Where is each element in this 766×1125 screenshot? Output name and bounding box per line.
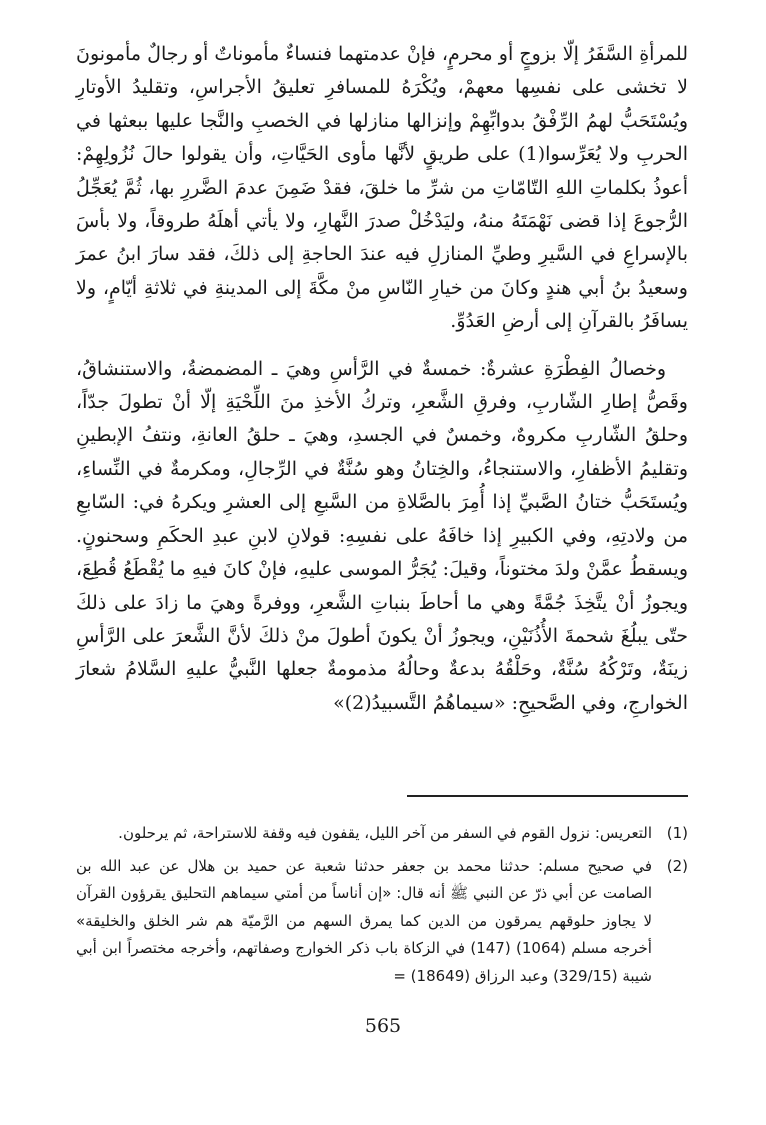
main-text [76, 38, 688, 720]
footnote-2 [76, 853, 688, 991]
footnotes [76, 820, 688, 995]
page-number: 565 [364, 1015, 402, 1037]
footnote-divider [407, 795, 688, 797]
footnote-text: في صحيح مسلم: حدثنا محمد بن جعفر حدثنا شعبة عن حميد بن هلال عن عبد الله بن الصامت عن أبي ذرّ عن النبي ﷺ أنه قال: «إن أناساً من أمتي سيماهم التحليق يقرؤون القرآن لا يجاوز حلوقهم يمرقون من الدين كما يمرق السهم من الرَّميّة هم شر الخلق والخليقة» أخرجه مسلم (1064) (147) في الزكاة باب ذكر الخوارج وصفاتهم، وأخرجه مختصراً ابن أبي شيبة (329/15) وعبد الرزاق (18649) = [76, 856, 652, 985]
paragraph-fitra: وخصالُ الفِطْرَةِ عشرةٌ: خمسةٌ في الرَّأسِ وهيَ ـ المضمضةُ، والاستنشاقُ، وقَصُّ إطارِ الشّاربِ، وفرقِ الشَّعرِ، وتركُ الأخذِ منَ اللِّحْيَةِ إلّا أنْ تطولَ جدّاً، وحلقُ الشّاربِ مكروهٌ، وخمسٌ في الجسدِ، وهيَ ـ حلقُ العانةِ، ونتفُ الإبطينِ وتقليمُ الأظفارِ، والاستنجاءُ، والخِتانُ وهو سُنَّةٌ في الرِّجالِ، ومكرمةٌ في النِّساءِ، ويُستَحَبُّ ختانُ الصَّبيِّ إذا أُمِرَ بالصَّلاةِ من السَّبعِ إلى العشرِ ويكرهُ في: السّابعِ من ولادتِهِ، وفي الكبيرِ إذا خافَهُ على نفسِهِ: قولانِ لابنِ عبدِ الحكَمِ وسحنونٍ. ويسقطُ عمَّنْ ولدَ مختوناً، وقيلَ: يُجَرُّ الموسى عليهِ، فإنْ كانَ فيهِ ما يُقْطَعُ قُطِعَ، ويجوزُ أنْ يتَّخِذَ جُمَّةً وهي ما أحاطَ بنباتِ الشَّعرِ، ووفرةً وهيَ ما زادَ على ذلكَ حتّى يبلُغَ شحمةَ الأُذُنَيْنِ، ويجوزُ أنْ يكونَ أطولَ منْ ذلكَ لأنَّ الشَّعرَ على الرَّأسِ زينَةٌ، وتَرْكُهُ سُنَّةٌ، وحَلْقُهُ بدعةٌ وحالُهُ مذمومةٌ جعلها النَّبيُّ عليهِ السَّلامُ شعارَ الخوارجِ، وفي الصَّحيحِ: «سيماهُمُ التَّسبيدُ(2)» [76, 357, 688, 714]
paragraph-travel-etiquette: للمرأةِ السَّفَرُ إلّا بزوجٍ أو محرمٍ، فإنْ عدمتهما فنساءٌ مأموناتٌ أو رجالٌ مأمونونَ لا تخشى على نفسِها معهمْ، ويُكْرَهُ للمسافرِ تعليقُ الأجراسِ، وتقليدُ الأوتارِ ويُسْتَحَبُّ لهمُ الرِّفْقُ بدوابِّهِمْ وإنزالها منازلها في الخصبِ والنَّجا عليها ببعثها في الحربِ ولا يُعَرِّسوا(1) على طريقٍ لأنَّها مأوى الحَيَّاتِ، وأن يقولوا حالَ نُزُولِهِمْ: أعوذُ بكلماتِ اللهِ التّامّاتِ من شرِّ ما خلقَ، فقدْ ضَمِنَ عدمَ الضَّررِ بها، ثُمَّ يُعَجِّلُ الرُّجوعَ إذا قضى نَهْمَتَهُ منهُ، وليَدْخُلْ صدرَ النَّهارِ، ولا يأتي أهلَهُ طروقاً، ولا بأسَ بالإسراعِ في السَّيرِ وطيِّ المنازلِ فيه عندَ الحاجةِ إلى ذلكَ، فقد سارَ ابنُ عمرَ وسعيدُ بنُ أبي هندٍ وكانَ من خيارِ النّاسِ منْ مكَّةَ إلى المدينةِ في ثلاثةِ أيّامٍ، ولا يسافَرُ بالقرآنِ إلى أرضِ العَدُوِّ. [76, 43, 688, 333]
footnote-number: (1) [666, 824, 688, 842]
footnote-number: (2) [666, 856, 688, 875]
footnote-text: التعريس: نزول القوم في السفر من آخر الليل، يقفون فيه وقفة للاستراحة، ثم يرحلون. [118, 824, 652, 842]
footnote-1 [76, 820, 688, 848]
